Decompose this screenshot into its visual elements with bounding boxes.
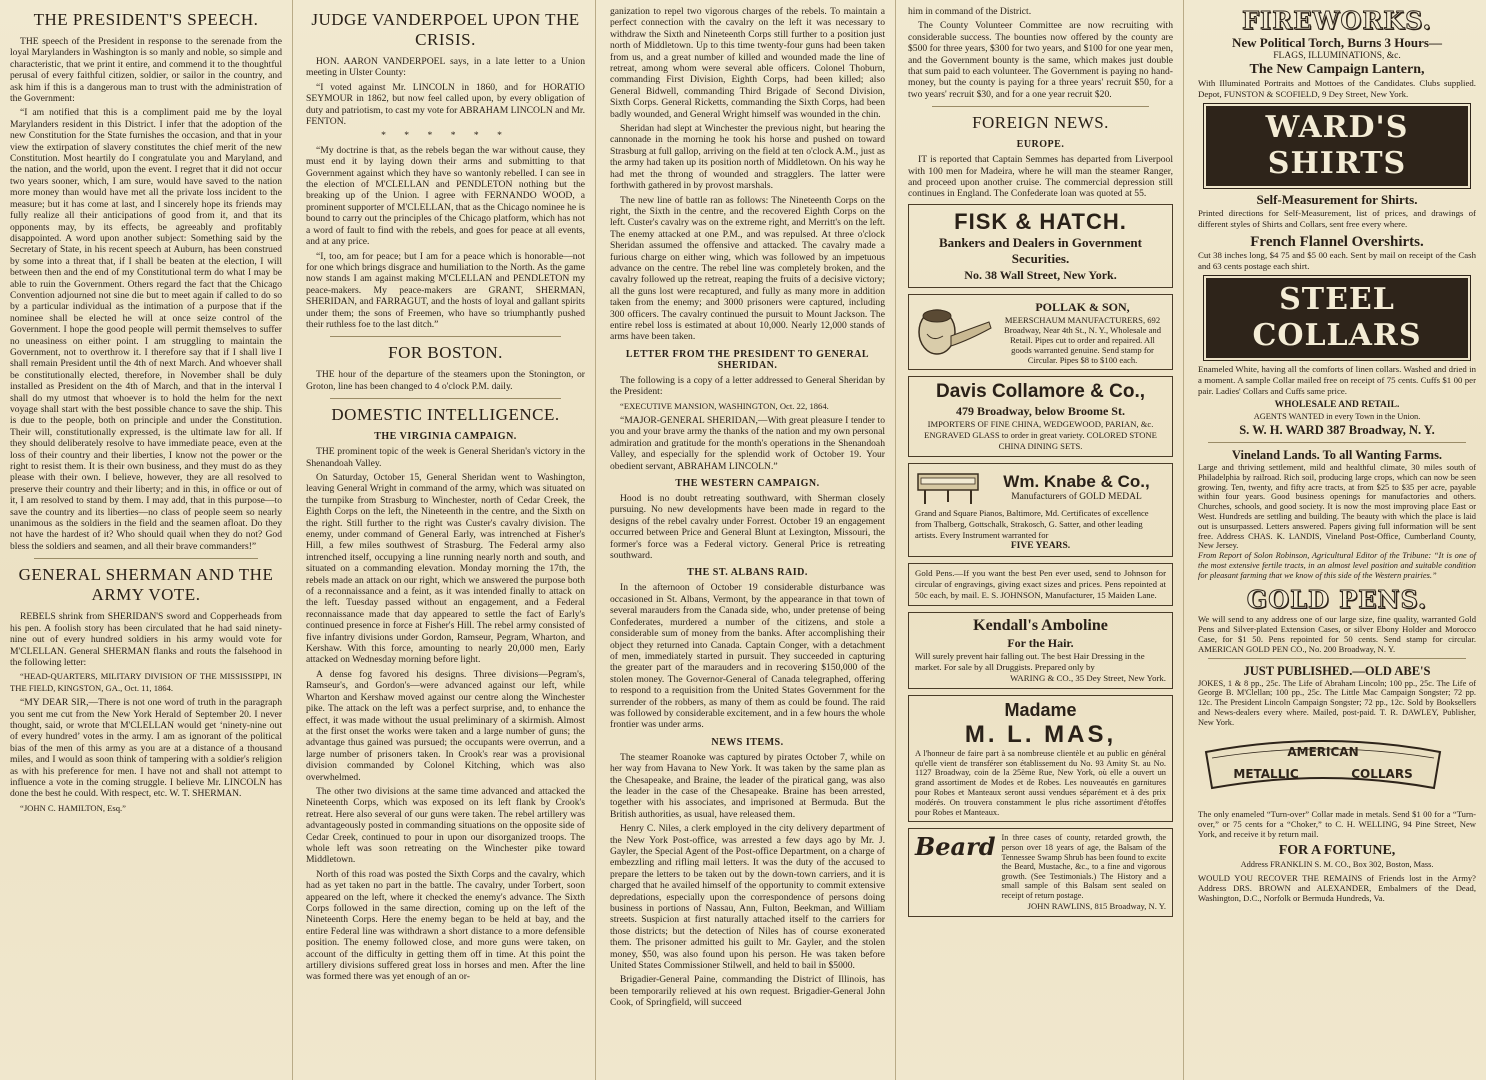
collar-label-left: METALLIC	[1233, 766, 1299, 781]
subhead-western-campaign: THE WESTERN CAMPAIGN.	[675, 478, 820, 490]
ad-fortune-title: FOR A FORTUNE,	[1278, 842, 1396, 858]
article-paragraph: The other two divisions at the same time advanced and attacked the Nineteenth Corps, which was exposed on its left flank by Crook's retreat. Here also several of our guns were taken. The rebel artillery was advantageously posted in commanding situations on the opposite side of Cedar Creek, continued to pour in upon our disorganized troops. The whole left was soon retreating on the Winchester pike toward Middletown.	[306, 785, 585, 866]
ad-body: WOULD YOU RECOVER THE REMAINS of Friends lost in the Army? Address DRS. BROWN and ALEXANDER, Embalmers of the Dead, Washington, D.C., Norfolk or Bermuda Hundreds, Va.	[1198, 872, 1476, 903]
column-3	[600, 0, 896, 1080]
ad-title: Wm. Knabe & Co.,	[1003, 472, 1150, 492]
ad-body: JOKES, 1 & 8 pp., 25c. The Life of Abraham Lincoln; 100 pp., 25c. The Life of George B. M'Clellan; 100 pp., 25c. The Little Mac Campaign Songster; 72 pp. 12c. The President Lincoln Campaign Songster; 72 pp., 12c. Sold by Booksellers and News-dealers every where. Mailed, post-paid. T. R. DAWLEY, Publisher, New York.	[1198, 678, 1476, 727]
ad-title: Davis Collamore & Co.,	[935, 380, 1146, 402]
ad-davis-collamore	[908, 376, 1173, 457]
ad-title: Beard	[915, 832, 996, 862]
ad-fireworks-title: FIREWORKS.	[1242, 6, 1432, 35]
ad-highlight: FIVE YEARS.	[1010, 540, 1071, 551]
divider-rule	[932, 106, 1149, 107]
article-paragraph: REBELS shrink from SHERIDAN'S sword and Copperheads from his pen. A foolish story has been circulated that he had said ninety-nine out of every hundred soldiers in his army would vote for M'CLELLAN. General SHERMAN flanks and routs the falsehood in the following letter:	[10, 611, 282, 668]
ad-kendall-amboline	[908, 612, 1173, 689]
ad-subtitle: Bankers and Dealers in Government Securities.	[939, 234, 1142, 266]
ad-title: Kendall's Amboline	[973, 616, 1108, 634]
letter-dateline: “EXECUTIVE MANSION, WASHINGTON, Oct. 22, 1864.	[620, 400, 829, 411]
article-paragraph: “MAJOR-GENERAL SHERIDAN,—With great pleasure I tender to you and your brave army the thanks of the nation and my own personal admiration and gratitude for the month's operations in the Shenandoah Valley, and especially for the splendid work of October 19. Your obedient servant, ABRAHAM LINCOLN.”	[610, 415, 885, 472]
article-paragraph: THE speech of the President in response to the serenade from the loyal Marylanders in Washington is so manly and noble, so simple and characteristic, that we print it entire, and commend it to the thoughtful perusal of every faithful citizen, soldier, or sailor in the country, and ask him if this is a dangerous man to trust with the administration of the Government:	[10, 36, 282, 105]
divider-rule	[330, 336, 561, 337]
divider-rule	[34, 558, 258, 559]
collar-label-right: COLLARS	[1351, 766, 1413, 781]
column-4	[898, 0, 1184, 1080]
article-paragraph: Hood is no doubt retreating southward, with Sherman closely pursuing. No new developments have been made in regard to the designs of the rebel cavalry under Forrest. October 19 an engagement occurred between Price and General Blunt at Lexington, Missouri, the former's force was a Federal victory. General Price is retreating southward.	[610, 493, 885, 562]
stars-separator: * * * * * *	[381, 130, 510, 142]
ad-vineland-title: Vineland Lands. To all Wanting Farms.	[1231, 448, 1443, 462]
subhead-virginia-campaign: THE VIRGINIA CAMPAIGN.	[374, 431, 517, 443]
subhead-letter-to-sheridan: LETTER FROM THE PRESIDENT TO GENERAL SHERIDAN.	[625, 348, 870, 371]
article-paragraph: IT is reported that Captain Semmes has departed from Liverpool with 100 men for Madeira, where he will man the steamer Ranger, and proceed upon another cruise. The commercial depression still continues in England. The Confederate loan was quoted at 55.	[908, 154, 1173, 200]
ad-body: Will surely prevent hair falling out. The best Hair Dressing in the market. For sale by all Druggists. Prepared only by	[915, 650, 1145, 672]
ad-pollak	[908, 294, 1173, 370]
ad-body: Cut 38 inches long, $4 75 and $5 00 each. Sent by mail on receipt of the Cash and 63 cents postage each shirt.	[1198, 250, 1476, 271]
ad-address: Address FRANKLIN S. M. CO., Box 302, Boston, Mass.	[1240, 859, 1434, 869]
article-paragraph: “I am notified that this is a compliment paid me by the loyal Marylanders resident in this District. I infer that the adoption of the new Constitution for the State furnishes the occasion, and that in your view the extirpation of slavery constitutes the chief merit of the new Constitution. Most heartily do I congratulate you and Maryland, and the nation, and the world, upon the event. I regret that it did not occur two years sooner, which, I am sure, would have saved to the nation more money than would have met all the private loss incident to the measure; but it has come at last, and I sincerely hope its friends may fully realize all their anticipations of good from it, and that its opponents may, by its effects, be agreeably and profitably disappointed. A word upon another subject: Something said by the Secretary of State, in his recent speech at Auburn, has been construed by some into a threat that, if I shall be beaten at the election, I will between then and the end of my Constitutional term do what I may be able to ruin the Government. Others regard the fact that the Chicago Convention adjourned not sine die but to meet again if called to do so by a particular individual as the intimation of a purpose that if the nominee shall be elected he will at once seize control of the Government. I hope the good people will permit themselves to suffer no uneasiness on either point. I am struggling to maintain the Government, not to overthrow it. I therefore say that if I shall live I shall remain President until the 4th of next March. And whoever shall be constitutionally elected, therefore, in November shall be duly installed as President on the 4th of March, and that in the interval I shall do my utmost that whoever is to hold the helm for the next voyage shall start with the best possible chance to save the ship. This is due to the people, both on principle and under the Constitution. Their will, constitutionally expressed, is the ultimate law for all. If they should deliberately resolve to have immediate peace, even at the loss of their country and their liberties, I know not the power or the right to resist them. It is their own business, and they must do as they please with their own. I believe, however, they are all resolved to preserve their country and their liberty; and in this, in office or out of it, I am resolved to stand by them. I may add, that in this purpose—to save the country and its liberties—no class of people seem so nearly unanimous as the soldiers in the field and the seamen afloat. Do they not have the hardest of it? Who should quail when they do not? God bless the soldiers and seamen, and all their brave commanders!”	[10, 107, 282, 552]
collar-label-top: AMERICAN	[1287, 744, 1359, 759]
headline-for-boston: FOR BOSTON.	[388, 343, 503, 363]
ad-subtitle: Manufacturers of GOLD MEDAL	[1011, 492, 1142, 503]
ad-gold-pens-title: GOLD PENS.	[1246, 584, 1428, 614]
column-5	[1188, 0, 1486, 1080]
ad-steel-collars-banner: STEEL COLLARS	[1206, 278, 1468, 358]
ad-signature: JOHN RAWLINS, 815 Broadway, N. Y.	[1027, 900, 1166, 911]
article-paragraph: “I, too, am for peace; but I am for a peace which is honorable—not for one which brings disgrace and humiliation to the North. As the game now stands I am against making M'CLELLAN and PENDLETON my peace-makers. My peace-makers are GRANT, SHERMAN, SHERIDAN, and FARRAGUT, and the hosts of loyal and gallant spirits under them; the sons of Freemen, who have so triumphantly pushed their ruthless foe to the last ditch.”	[306, 250, 585, 330]
letter-dateline: “HEAD-QUARTERS, MILITARY DIVISION OF THE MISSISSIPPI, IN THE FIELD, KINGSTON, GA., Oct. 11, 1864.	[10, 671, 282, 693]
ad-body: We will send to any address one of our large size, fine quality, warranted Gold Pens and Silver-plated Extension Cases, or silver Ebony Holder and Morocco Case, for $1 50. Pens repointed for 50 cents. Send stamp for circular. AMERICAN GOLD PEN CO., No. 200 Broadway, N. Y.	[1198, 613, 1476, 654]
article-paragraph: A dense fog favored his designs. Three divisions—Pegram's, Ramseur's, and Gordon's—were advanced against our left, while Wharton and Kershaw moved against our centre along the Winchester pike. The attack on the left was a perfect surprise, and, to enhance the effect, it was made without the usual preliminary of a skirmish. Almost at the first onset the works were taken and a large number of guns; the advantage thus gained was pursued; the occupants were overrun, and a large number of prisoners taken. In Crook's rear was a provisional division commanded by Colonel Kitching, which was also overwhelmed.	[306, 668, 585, 783]
article-paragraph: In the afternoon of October 19 considerable disturbance was occasioned in St. Albans, Vermont, by the appearance in that town of several marauders from the Canada side, who, under pretense of being Confederates, murdered a number of the citizens, and stole a considerable sum of money from the banks. After accomplishing their object they returned into Canada. Captain Conger, with a detachment of men, immediately started in pursuit. They succeeded in capturing the greater part of the marauders and in recovering $150,000 of the stolen money. The Governor-General of Canada telegraphed, offering to respond to a requisition from the United States Government for the surrender of the robbers, as many of them as could be found. The raid was followed by considerable excitement, and in a few hours the whole frontier was under arms.	[610, 582, 885, 731]
divider-rule	[1208, 658, 1466, 659]
ad-quote: From Report of Solon Robinson, Agricultural Editor of the Tribune: “It is one of the most extensive fertile tracts, in an almost level position and suitable condition for pleasant farming that we know of this side of the Western prairies.”	[1198, 551, 1476, 580]
column-2	[296, 0, 596, 1080]
ad-body: Enameled White, having all the comforts of linen collars. Washed and dried in a moment. A sample Collar mailed free on receipt of 75 cents. Cuffs $1 00 per pair. Ladies' Collars and Cuffs same price.	[1198, 364, 1476, 396]
ad-subtitle: French Flannel Overshirts.	[1250, 234, 1424, 250]
article-paragraph: The following is a copy of a letter addressed to General Sheridan by the President:	[610, 374, 885, 398]
ad-signature: WARING & CO., 35 Dey Street, New York.	[1010, 672, 1166, 683]
pipe-icon	[915, 302, 993, 362]
divider-rule	[1208, 442, 1466, 443]
ad-subtitle: AGENTS WANTED in every Town in the Union.	[1253, 412, 1421, 421]
article-paragraph: Henry C. Niles, a clerk employed in the city delivery department of the New York Post-office, was arrested a few days ago by Mr. J. Gayler, the Special Agent of the Post-office Department, on a charge of embezzling and rifling mail letters. It was the duty of the accused to prepare the letters to be taken out by the down-town carriers, and it is charged that he availed himself of the opportunity to commit extensive depredations, especially upon the correspondence of persons doing business in portions of Nassau, Ann, Fulton, Beekman, and William streets. Suspicion at first naturally attached itself to the carriers for those districts; but the detection of Niles has of course exonerated them. The prisoner admitted his guilt to Mr. Gayler, and the stolen money, $50, was also found upon his person. He was taken before United States Commissioner Stilwell, and held to bail in $5000.	[610, 823, 885, 972]
article-paragraph: “My doctrine is that, as the rebels began the war without cause, they must end it by laying down their arms and submitting to that Government against which they have so wantonly rebelled. I can see in the election of M'CLELLAN and PENDLETON nothing but the breaking up of the Union. I agree with FERNANDO WOOD, a prominent supporter of M'CLELLAN, that as the Chicago nominee he is bound to carry out the principles of the Chicago platform, which has not a word of fault to find with the rebels, and goes for peace at all events, and at any price.	[306, 144, 585, 248]
ad-address: S. W. H. WARD 387 Broadway, N. Y.	[1239, 423, 1435, 437]
article-paragraph: THE prominent topic of the week is General Sheridan's victory in the Shenandoah Valley.	[306, 446, 585, 469]
subhead-st-albans-raid: THE ST. ALBANS RAID.	[687, 567, 808, 579]
ad-subtitle: The New Campaign Lantern,	[1249, 62, 1425, 77]
article-paragraph: HON. AARON VANDERPOEL says, in a late letter to a Union meeting in Ulster County:	[306, 56, 585, 79]
article-paragraph: him in command of the District.	[908, 6, 1032, 17]
ad-body: In three cases of county, retarded growth, the person over 18 years of age, the Balsam of the Tennessee Swamp Shrub has been found to excite the Beard, Mustache, &c., to a fine and vigorous growth. (See Testimonials.) The History and a small sample of this Balsam sent sealed on receipt of return postage.	[1001, 833, 1166, 901]
ad-madame-mas	[908, 695, 1173, 823]
ad-body: IMPORTERS OF FINE CHINA, WEDGEWOOD, PARIAN, &c. ENGRAVED GLASS to order in great variety. COLORED STONE CHINA DINING SETS.	[924, 418, 1157, 451]
headline-foreign-news: FOREIGN NEWS.	[972, 113, 1109, 133]
headline-vanderpoel: JUDGE VANDERPOEL UPON THE CRISIS.	[311, 10, 580, 49]
ad-title: POLLAK & SON,	[1035, 299, 1130, 314]
ad-body: Grand and Square Pianos, Baltimore, Md. Certificates of excellence from Thalberg, Gottschalk, Strakosch, G. Satter, and other leading artists. Every Instrument warranted for	[915, 507, 1149, 540]
article-paragraph: North of this road was posted the Sixth Corps and the cavalry, which had as yet taken no part in the battle. The cavalry, under Torbert, soon appeared on the left, where it checked the enemy's advance. The Sixth Corps followed in the same direction, coming up on the left of the Nineteenth Corps. Here the enemy began to be held at bay, and the entire Federal line was withdrawn a short distance to a more defensible position. The enemy followed close, and more guns were taken, on account of the difficulty in getting them off in time. At this point the artillery divisions suffered great loss in horses and men. After the line was formed there was yet enough of an or-	[306, 868, 585, 983]
ad-body: A l'honneur de faire part à sa nombreuse clientèle et au public en général qu'elle vient de transférer son établissement du No. 93 Amity St. au No. 1127 Broadway, coin de la 25ème Rue, New York, où elle a ouvert un grand assortiment de Modes et de Robes. Les nouveautés en garnitures pour Robes et Manteaux seront aussi vendues séparément et à des prix modérés. On trouvera constamment le plus riche assortiment d'étoffes pour Robes et Manteaux.	[915, 748, 1166, 817]
ad-old-abe-title: JUST PUBLISHED.—OLD ABE'S	[1243, 663, 1431, 678]
article-paragraph: The County Volunteer Committee are now recruiting with considerable success. The bounties now offered by the county are $500 for three years, $300 for two years, and $100 for one year men, and the Government bounty is the same, which makes just double that sum paid to each volunteer. The Government is paying no hand-money, but the county is paying for a three years' recruit $50, for a two years' recruit $30, and for a one year recruit $20.	[908, 20, 1173, 100]
ad-subtitle: FLAGS, ILLUMINATIONS, &c.	[1273, 51, 1401, 61]
ad-body: Printed directions for Self-Measurement, list of prices, and drawings of different styles of Shirts and Collars, sent free every where.	[1198, 208, 1476, 229]
divider-rule	[330, 398, 561, 399]
headline-domestic-intelligence: DOMESTIC INTELLIGENCE.	[331, 405, 560, 425]
ad-subtitle: WHOLESALE AND RETAIL.	[1274, 400, 1400, 410]
ad-address: 479 Broadway, below Broome St.	[956, 403, 1125, 418]
ad-body: Gold Pens.—If you want the best Pen ever used, send to Johnson for circular of engravings, giving exact sizes and prices. Pens repointed at 50c each, by mail. E. S. JOHNSON, Manufacturer, 15 Maiden Lane.	[915, 567, 1166, 600]
ad-knabe	[908, 463, 1173, 557]
article-paragraph: The new line of battle ran as follows: The Nineteenth Corps on the right, the Sixth in the centre, and the recovered Eighth Corps on the left. Custer's cavalry was on the extreme right, and Merritt's on the left. The enemy attacked at one P.M., and was repulsed. At three o'clock Sheridan assumed the offensive and attacked. The cavalry made a furious charge on either wing, which was followed by an impetuous advance on the centre. The rebel line was completely broken, and the cavalry followed up the retreat, reaping the fruits of a decisive victory; all the guns lost were recaptured, and fully as many more in addition taken from the enemy; and 3000 prisoners were captured, including 300 officers. The cavalry continued the pursuit to Mount Jackson. The entire rebel loss is estimated at about 10,000. Nearly 12,000 stands of arms have been taken.	[610, 194, 885, 343]
ad-subtitle: Self-Measurement for Shirts.	[1256, 192, 1418, 207]
article-paragraph: Sheridan had slept at Winchester the previous night, but hearing the cannonade in the morning he took his horse and pushed on toward Strasburg at full gallop, arriving on the field at ten o'clock A.M., just as the army had taken up its position north of Middletown. On his way he had met the throng of wounded and stragglers. The latter were forthwith gathered in by provost marshals.	[610, 123, 885, 192]
article-paragraph: ganization to repel two vigorous charges of the rebels. To maintain a perfect connection with the cavalry on the left it was necessary to withdraw the Sixth and Nineteenth Corps still further to a position just north of Middletown. Up to this time twenty-four guns had been taken from us, and a great number of killed and wounded made the line of retreat, among whom were several able officers. Colonel Thoburn, commanding First Division, Eighth Corps, had been killed; also General Bidwell, commanding Third Brigade of Second Division, Sixth Corps. General Ricketts, commanding the Sixth Corps, had been badly wounded, and General Wright himself was wounded in the chin.	[610, 6, 885, 120]
article-paragraph: THE hour of the departure of the steamers upon the Stonington, or Groton, line has been changed to 4 o'clock P.M. daily.	[306, 369, 585, 392]
column-1	[0, 0, 293, 1080]
ad-gold-pens-johnson	[908, 563, 1173, 606]
article-paragraph: “MY DEAR SIR,—There is not one word of truth in the paragraph you sent me cut from the New York Herald of September 20. I never thought, said, or wrote that M'CLELLAN would get ‘ninety-nine out of every hundred’ votes in the army. I am as ignorant of the political bias of the men of this army as you are at a distance of a thousand miles, and I would as soon think of tampering with a soldier's religion as with his preference for men. I have not and shall not attempt to influence a vote in the coming struggle. I believe Mr. LINCOLN has done the best he could. With respect, etc. W. T. SHERMAN.	[10, 697, 282, 800]
subhead-europe: EUROPE.	[1016, 139, 1065, 151]
article-paragraph: On Saturday, October 15, General Sheridan went to Washington, leaving General Wright in command of the army, which was situated on the turnpike from Strasburg to Winchester, north of Cedar Creek, the Eighth Corps on the left, the Nineteenth in the centre, and the Sixth on the right. Still further to the right was Custer's cavalry division. The enemy, under command of General Early, was intrenched at Fisher's Hill, a few miles southwest of Strasburg. The Federal army also intrenched itself, occupying a line running nearly north and south, and situated on a commanding elevation. Monday morning the 17th, the rebels made an attack on our right, which we answered the purpose both of a reconnaissance and a feint, as it was intended finally to attack on the left. Tuesday passed without an engagement, and a Federal reconnaissance made that day appeared to settle the fact of Early's continued presence in force at Fisher's Hill. The rebel army consisted of five infantry divisions under Gordon, Ramseur, Pegram, Wharton, and Kershaw. With this force, amounting to nearly 20,000 men, Early attacked on Wednesday morning before light.	[306, 471, 585, 666]
article-paragraph: The steamer Roanoke was captured by pirates October 7, while on her way from Havana to New York. It was taken by the same plan as the Chesapeake, and Braine, the leader of the piratical gang, was also the leader in the case of the Chesapeake. Braine has been arrested, together with his associates, and imprisoned at Bermuda. But the British authorities, as usual, have released them.	[610, 751, 885, 820]
collar-icon	[1198, 738, 1448, 800]
article-paragraph: “I voted against Mr. LINCOLN in 1860, and for HORATIO SEYMOUR in 1862, but now feel called upon, by every obligation of duty and patriotism, to cast my vote for ABRAHAM LINCOLN and Mr. FENTON.	[306, 81, 585, 128]
article-paragraph: Brigadier-General Paine, commanding the District of Illinois, has been temporarily relieved at his own request. Brigadier-General John Cook, of Springfield, will succeed	[610, 974, 885, 1009]
ad-body: Large and thriving settlement, mild and healthful climate, 30 miles south of Philadelphia by railroad. Rich soil, producing large crops, which can now be seen growing. Ten, twenty, and fifty acre tracts, at from $25 to $35 per acre, payable within four years. Good business openings for manufactories and others. Churches, schools, and good society. It is now the most improving place East or West. Hundreds are settling and building. The beauty with which the place is laid out is unsurpassed. Letters answered. Papers giving full information will be sent free. Address CHAS. K. LANDIS, Vineland Post-Office, Cumberland County, New Jersey.	[1198, 463, 1476, 551]
ad-beard	[908, 828, 1173, 916]
ad-body: With Illuminated Portraits and Mottoes of the Candidates. Clubs supplied. Depot, FUNSTON & SCOFIELD, 9 Dey Street, New York.	[1198, 78, 1476, 99]
ad-body: The only enameled “Turn-over” Collar made in metals. Send $1 00 for a “Turn-over,” or 75 cents for a “Choker,” to C. H. WELLING, 94 Pine Street, New York, and receive it by return mail.	[1198, 808, 1476, 839]
ad-subtitle: New Political Torch, Burns 3 Hours—	[1232, 35, 1442, 50]
ad-body: MEERSCHAUM MANUFACTURERS, 692 Broadway, Near 4th St., N. Y., Wholesale and Retail. Pipes cut to order and repaired. All goods warranted genuine. Send stamp for Circular. Pipes $8 to $100 each.	[1003, 314, 1162, 365]
subhead-news-items: NEWS ITEMS.	[711, 736, 784, 748]
headline-presidents-speech: THE PRESIDENT'S SPEECH.	[33, 10, 259, 29]
letter-recipient: “JOHN C. HAMILTON, Esq.”	[20, 802, 126, 813]
ad-title: FISK & HATCH.	[954, 208, 1127, 234]
ad-title: Madame	[1004, 699, 1077, 720]
ad-address: No. 38 Wall Street, New York.	[964, 267, 1117, 282]
ad-subtitle: For the Hair.	[1007, 635, 1074, 650]
ad-title-name: M. L. MAS,	[964, 720, 1117, 748]
headline-sherman-army-vote: GENERAL SHERMAN AND THE ARMY VOTE.	[18, 565, 274, 605]
ad-fisk-hatch	[908, 204, 1173, 288]
ad-wards-shirts-banner: WARD'S SHIRTS	[1206, 106, 1468, 186]
piano-icon	[915, 468, 981, 508]
